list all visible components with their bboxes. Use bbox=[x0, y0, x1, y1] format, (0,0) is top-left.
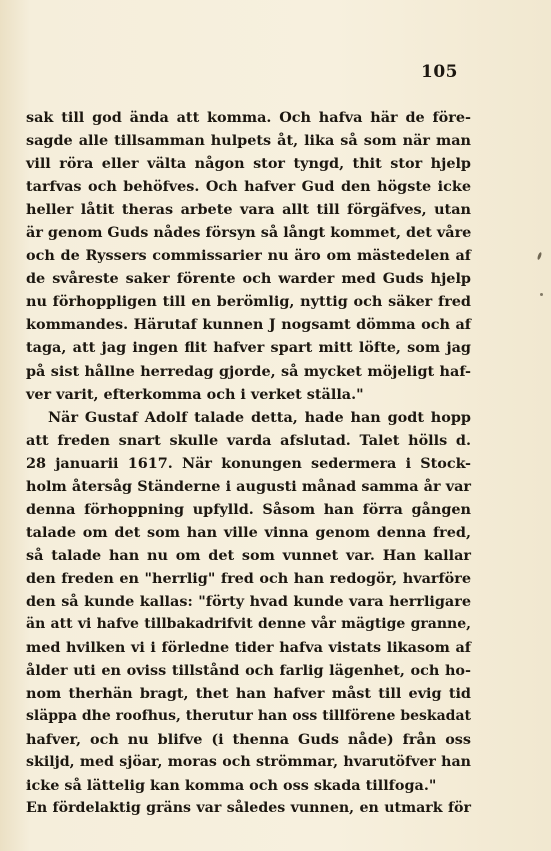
text-line: sak till god ända att komma. Och hafva här de före- bbox=[26, 109, 471, 126]
text-line: tarfvas och behöfves. Och hafver Gud den högste icke bbox=[26, 178, 471, 196]
page-number: 105 bbox=[421, 62, 458, 82]
text-line: att freden snart skulle varda afslutad. Talet hölls d. bbox=[26, 431, 471, 449]
text-line: kommandes. Härutaf kunnen J nogsamt dömma och af bbox=[26, 316, 471, 334]
text-line: så talade han nu om det som vunnet var. Han kallar bbox=[26, 546, 471, 564]
text-line: är genom Guds nådes försyn så långt kommet, det våre bbox=[26, 224, 472, 242]
text-line: de svåreste saker förente och warder med Guds hjelp bbox=[26, 270, 471, 288]
text-line: denna förhoppning upfylld. Såsom han förra gången bbox=[26, 500, 471, 518]
text-line: sagde alle tillsamman hulpets åt, lika så som när man bbox=[26, 132, 471, 150]
margin-ink-dot bbox=[540, 293, 543, 296]
text-line: än att vi hafve tillbakadrifvit denne vår mägtige granne, bbox=[26, 616, 471, 633]
text-line: 28 januarii 1617. När konungen sedermera i Stock- bbox=[26, 454, 471, 472]
text-line: med hvilken vi i förledne tider hafva vistats likasom af bbox=[26, 639, 471, 657]
text-line: den freden en "herrlig" fred och han redogör, hvarföre bbox=[26, 569, 471, 587]
text-line: ver varit, efterkomma och i verket ställa." bbox=[26, 385, 364, 403]
text-line: skiljd, med sjöar, moras och strömmar, hvarutöfver han bbox=[26, 754, 471, 771]
margin-ink-mark bbox=[537, 252, 543, 261]
text-line: den så kunde kallas: "förty hvad kunde vara herrligare bbox=[26, 592, 471, 610]
text-line: talade om det som han ville vinna genom denna fred, bbox=[26, 523, 471, 541]
text-line: heller låtit theras arbete vara allt till förgäfves, utan bbox=[26, 201, 471, 219]
body-text bbox=[26, 106, 471, 820]
text-line: icke så lättelig kan komma och oss skada tillfoga." bbox=[26, 777, 437, 795]
text-line: hafver, och nu blifve (i thenna Guds nåde) från oss bbox=[26, 731, 471, 749]
text-line: En fördelaktig gräns var således vunnen, en utmark för bbox=[26, 800, 471, 817]
text-line: nu förhoppligen till en berömlig, nyttig och säker fred bbox=[26, 293, 471, 311]
text-line: och de Ryssers commissarier nu äro om mästedelen af bbox=[26, 247, 471, 265]
text-line: nom therhän bragt, thet han hafver måst till evig tid bbox=[26, 685, 471, 703]
text-line: vill röra eller välta någon stor tyngd, thit stor hjelp bbox=[26, 155, 471, 173]
text-line: taga, att jag ingen flit hafver spart mitt löfte, som jag bbox=[26, 339, 471, 357]
text-line: holm återsåg Ständerne i augusti månad samma år var bbox=[26, 477, 471, 495]
text-line: släppa dhe roofhus, therutur han oss tillförene beskadat bbox=[26, 708, 471, 725]
text-line: När Gustaf Adolf talade detta, hade han godt hopp bbox=[48, 408, 471, 426]
text-line: på sist hållne herredag gjorde, så mycket möjeligt haf- bbox=[26, 362, 471, 380]
text-line: ålder uti en oviss tillstånd och farlig lägenhet, och ho- bbox=[26, 662, 471, 680]
